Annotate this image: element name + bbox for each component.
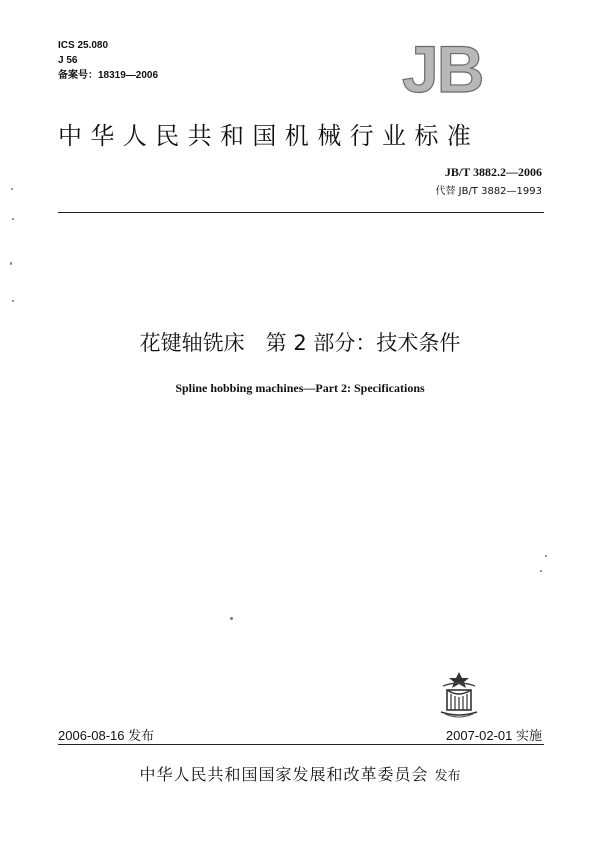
- document-title-english: Spline hobbing machines—Part 2: Specifications: [175, 381, 425, 395]
- document-title-chinese: 花键轴铣床 第 2 部分：技术条件: [139, 331, 461, 355]
- publisher-seal-icon: [433, 668, 485, 720]
- publisher-line: [0, 762, 600, 785]
- scan-speck: [11, 188, 13, 190]
- standard-number: JB/T 3882.2—2006: [444, 165, 542, 179]
- scan-speck: [12, 300, 14, 302]
- effective-date: 2007-02-01 实施: [445, 728, 542, 743]
- classification-block: [58, 38, 158, 83]
- scan-speck: [10, 262, 12, 265]
- scan-speck: [545, 555, 547, 557]
- scan-speck: [230, 617, 233, 620]
- publisher-organization: 中华人民共和国国家发展和改革委员会: [139, 765, 429, 784]
- record-number: 备案号：18319—2006: [58, 70, 159, 81]
- standard-series-title: 中华人民共和国机械行业标准: [58, 122, 480, 150]
- scan-speck: [540, 570, 542, 572]
- ics-code: ICS 25.080: [58, 40, 109, 51]
- scan-speck: [12, 218, 14, 220]
- ccs-code: J 56: [58, 55, 78, 66]
- top-divider: [58, 212, 544, 213]
- replaced-standard: 代替 JB/T 3882—1993: [435, 186, 542, 197]
- issue-date: 2006-08-16 发布: [58, 728, 155, 743]
- jb-logo-text: JB: [402, 34, 483, 96]
- jb-logo: [398, 34, 516, 96]
- publisher-verb: 发布: [434, 769, 461, 784]
- bottom-divider: [58, 744, 544, 745]
